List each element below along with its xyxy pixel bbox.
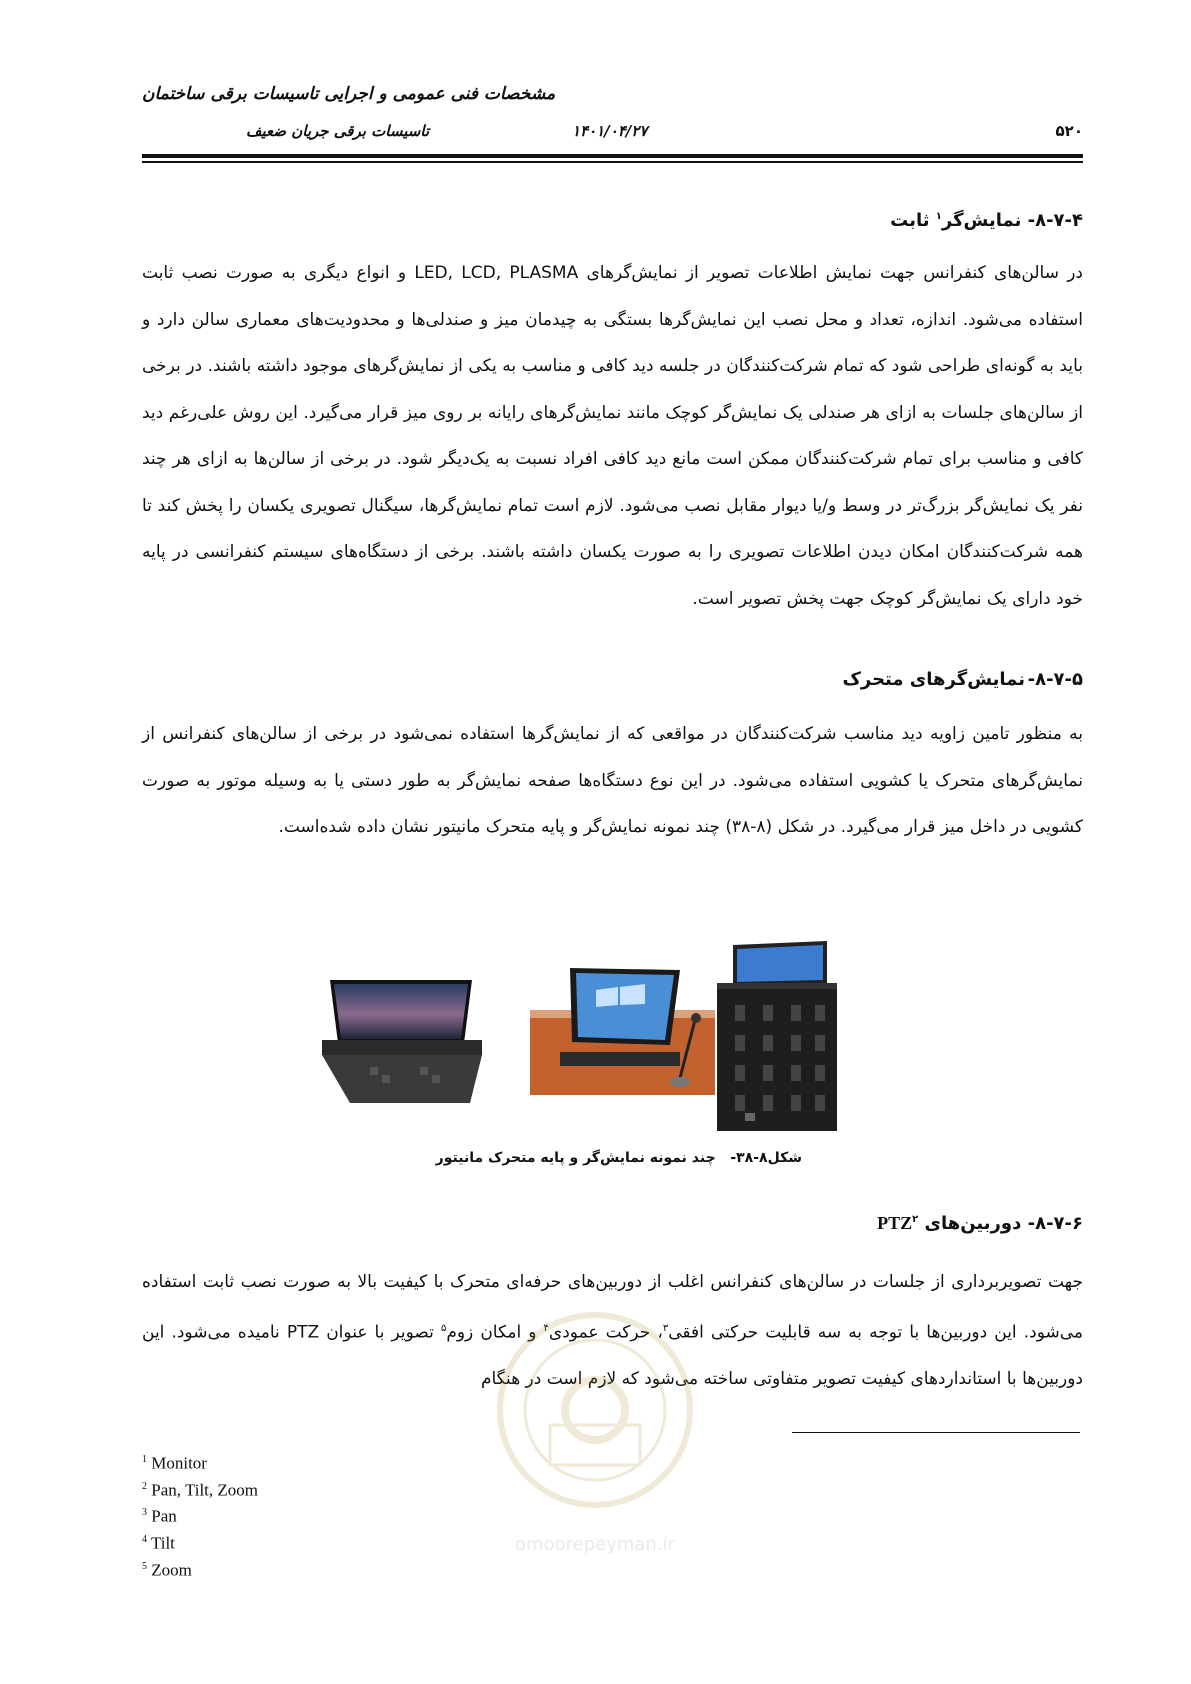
heading-latin: PTZ (877, 1213, 913, 1233)
section-heading: ۸-۷-۵- (1027, 669, 1083, 690)
figure-caption (142, 1150, 802, 1166)
section-paragraph: در سالن‌های کنفرانس جهت نمایش اطلاعات تصویر از نمایش‌گرهای LED, LCD, PLASMA و انواع دیگری به صورت نصب ثابت استفاده می‌شود. اندازه، تعداد و محل نصب این نمایش‌گرها بستگی به چیدمان میز و صندلی‌ها و محدودیت‌های معماری سالن دارد و باید به گونه‌ای طراحی شود که تمام شرکت‌کنندگان در جلسه دید کافی و مناسب به یکی از نمایش‌گرهای موجود داشته باشند. در برخی از سالن‌های جلسات به ازای هر صندلی یک نمایش‌گر کوچک مانند نمایش‌گرهای رایانه بر روی میز قرار می‌گیرد. این روش علی‌رغم دید کافی و مناسب برای تمام شرکت‌کنندگان ممکن است مانع دید کافی افراد نسبت به یک‌دیگر شود. در برخی از سالن‌ها به ازای هر چند نفر یک نمایش‌گر بزرگ‌تر در وسط و/یا دیوار مقابل نصب می‌شود. لازم است تمام نمایش‌گرها، سیگنال تصویری یکسان را پخش کند تا همه شرکت‌کنندگان امکان دیدن اطلاعات تصویری را به صورت یکسان داشته باشند. برخی از دستگاه‌های سیستم کنفرانسی در پایه خود دارای یک نمایش‌گر کوچک جهت پخش تصویر است. (142, 263, 1083, 609)
caption-number: شکل۸-۳۸- (730, 1150, 802, 1166)
caption-text: چند نمونه نمایش‌گر و پایه متحرک مانیتور (435, 1150, 716, 1166)
heading-text: نمایش‌گر (941, 210, 1022, 231)
footnote-ref-3: ۳ (662, 1322, 669, 1334)
header-title: مشخصات فنی عمومی و اجرایی تاسیسات برقی ساختمان (142, 84, 556, 104)
para-part-a: جهت تصویربرداری از جلسات در سالن‌های کنفرانس اغلب از دوربین‌های حرفه‌ای متحرک با کیفیت بالا به صورت نصب ثابت استفاده می‌شود. این دوربین‌ها با توجه به سه قابلیت حرکتی افقی (142, 1272, 1083, 1343)
watermark-seal (490, 1305, 700, 1565)
section-heading-text: نمایش‌گرهای متحرک (842, 669, 1025, 690)
section-fixed-display (142, 202, 1083, 622)
header-rule-thin (142, 161, 1083, 163)
section-heading (142, 202, 1083, 236)
para-part-b: ، حرکت عمودی (548, 1322, 663, 1343)
page-number: ۵۲۰ (1055, 122, 1083, 140)
section-heading (142, 1205, 1083, 1239)
section-paragraph: به منظور تامین زاویه دید مناسب شرکت‌کنندگان در مواقعی که از نمایش‌گرها استفاده نمی‌شود در برخی از سالن‌های کنفرانس از نمایش‌گرهای متحرک یا کشویی استفاده می‌شود. در این نوع دستگاه‌ها صفحه نمایش‌گر به طور دستی یا به وسیله موتور به صورت کشویی در داخل میز قرار می‌گیرد. در شکل (۸-۳۸) چند نمونه نمایش‌گر و پایه متحرک مانیتور نشان داده شده‌است. (142, 724, 1083, 837)
footnote-item: $^3$ Pan (142, 1506, 177, 1526)
header-rule-thick (142, 154, 1083, 158)
footnote-ref: ۲ (912, 1214, 919, 1225)
footnote-ref-4: ۴ (543, 1322, 549, 1334)
heading-number: ۸-۷-۴- (1027, 210, 1083, 231)
tablet-monitor-desk-image (530, 960, 715, 1095)
footnote-ref: ۱ (935, 211, 942, 222)
footnote-item: $^1$ Monitor (142, 1453, 207, 1473)
footnote-ref-5: ۵ (440, 1322, 447, 1334)
section-moving-display (142, 665, 1083, 851)
footnote-item: $^4$ Tilt (142, 1533, 175, 1553)
retractable-monitor-lift-image (320, 975, 485, 1105)
watermark-text: omoorepeyman.ir (515, 1534, 675, 1555)
header-subtitle: تاسیسات برقی جریان ضعیف (246, 122, 430, 140)
header-date: ۱۴۰۱/۰۴/۲۷ (572, 122, 648, 140)
para-part-d: تصویر با عنوان PTZ نامیده می‌شود. این دوربین‌ها با استانداردهای کیفیت تصویر متفاوتی ساخته می‌شود که لازم است در هنگام (142, 1322, 1083, 1389)
heading-text-after: ثابت (890, 210, 930, 231)
page-header (142, 80, 1083, 170)
footnote-separator (792, 1432, 1080, 1433)
footnotes (142, 1448, 258, 1581)
popup-monitor-box-image (715, 935, 840, 1135)
figure-monitors (320, 950, 900, 1120)
footnote-item: $^2$ Pan, Tilt, Zoom (142, 1480, 259, 1500)
footnote-item: $^5$ Zoom (142, 1560, 192, 1580)
heading-number: ۸-۷-۶- (1027, 1213, 1083, 1234)
para-part-c: و امکان زوم (446, 1322, 544, 1343)
heading-text: دوربین‌های (924, 1213, 1022, 1234)
